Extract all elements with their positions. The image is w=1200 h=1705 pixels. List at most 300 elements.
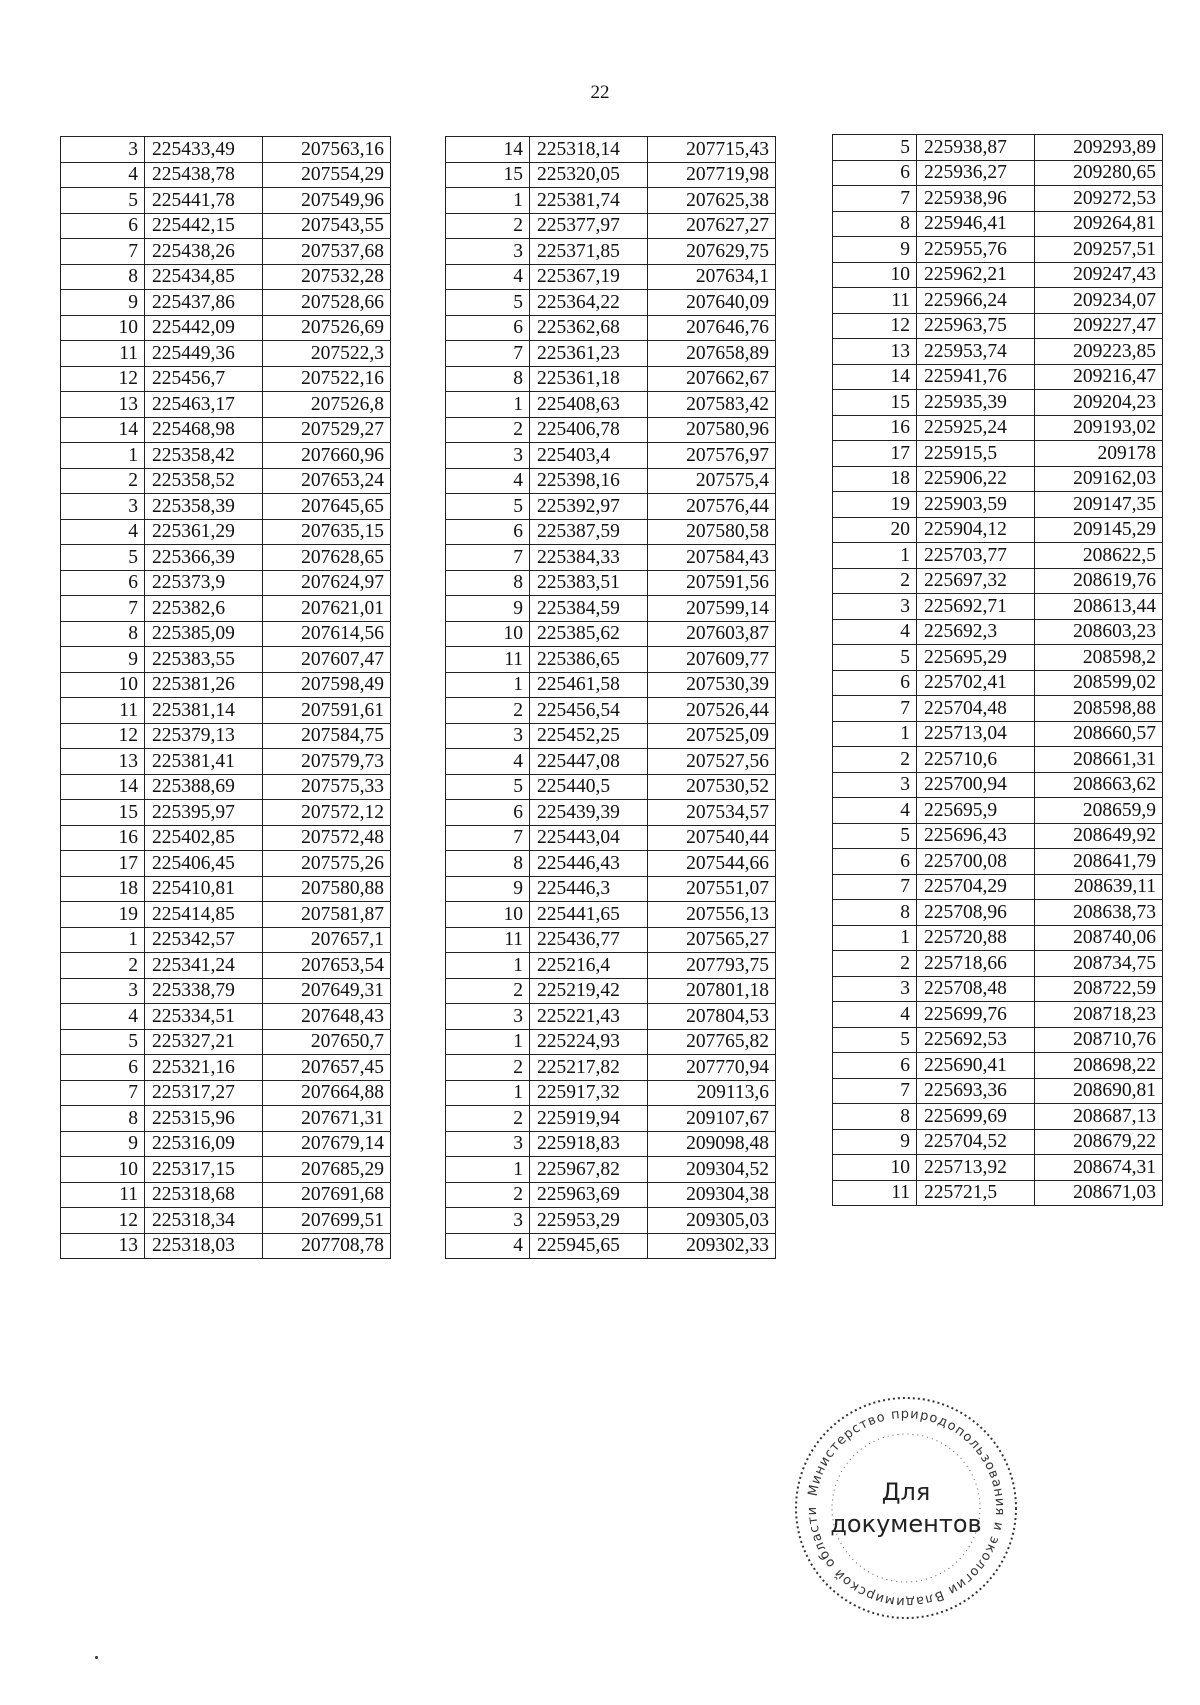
y-coordinate-cell: 207580,88 — [263, 876, 391, 902]
y-coordinate-cell: 208690,81 — [1035, 1078, 1163, 1104]
x-coordinate-cell: 225377,97 — [530, 213, 648, 239]
table-row — [833, 313, 1163, 339]
point-number-cell: 17 — [833, 441, 917, 467]
point-number-cell: 1 — [446, 392, 530, 418]
y-coordinate-cell: 208718,23 — [1035, 1002, 1163, 1028]
point-number-cell: 2 — [446, 978, 530, 1004]
y-coordinate-cell: 209305,03 — [648, 1208, 776, 1234]
point-number-cell: 7 — [61, 1080, 145, 1106]
point-number-cell: 11 — [833, 288, 917, 314]
x-coordinate-cell: 225385,09 — [145, 621, 263, 647]
x-coordinate-cell: 225342,57 — [145, 927, 263, 953]
y-coordinate-cell: 207657,1 — [263, 927, 391, 953]
table-row — [446, 213, 776, 239]
table-row — [61, 1233, 391, 1259]
x-coordinate-cell: 225383,55 — [145, 647, 263, 673]
table-row — [446, 570, 776, 596]
x-coordinate-cell: 225358,39 — [145, 494, 263, 520]
table-row — [833, 645, 1163, 671]
y-coordinate-cell: 207580,96 — [648, 417, 776, 443]
point-number-cell: 6 — [833, 849, 917, 875]
table-row — [61, 1055, 391, 1081]
y-coordinate-cell: 207575,33 — [263, 774, 391, 800]
y-coordinate-cell: 207540,44 — [648, 825, 776, 851]
y-coordinate-cell: 209107,67 — [648, 1106, 776, 1132]
point-number-cell: 1 — [446, 672, 530, 698]
point-number-cell: 4 — [446, 468, 530, 494]
y-coordinate-cell: 208660,57 — [1035, 721, 1163, 747]
table-row — [61, 800, 391, 826]
table-row — [446, 519, 776, 545]
y-coordinate-cell: 207629,75 — [648, 239, 776, 265]
x-coordinate-cell: 225446,43 — [530, 851, 648, 877]
point-number-cell: 3 — [61, 137, 145, 163]
x-coordinate-cell: 225381,26 — [145, 672, 263, 698]
x-coordinate-cell: 225334,51 — [145, 1004, 263, 1030]
point-number-cell: 4 — [833, 798, 917, 824]
point-number-cell: 4 — [446, 264, 530, 290]
x-coordinate-cell: 225946,41 — [917, 211, 1035, 237]
table-row — [61, 672, 391, 698]
table-row — [61, 723, 391, 749]
table-row — [833, 670, 1163, 696]
point-number-cell: 2 — [446, 1182, 530, 1208]
x-coordinate-cell: 225436,77 — [530, 927, 648, 953]
y-coordinate-cell: 207530,52 — [648, 774, 776, 800]
point-number-cell: 6 — [833, 670, 917, 696]
y-coordinate-cell: 207576,44 — [648, 494, 776, 520]
table-row — [446, 315, 776, 341]
y-coordinate-cell: 207530,39 — [648, 672, 776, 698]
x-coordinate-cell: 225442,09 — [145, 315, 263, 341]
x-coordinate-cell: 225361,18 — [530, 366, 648, 392]
table-row — [446, 1080, 776, 1106]
x-coordinate-cell: 225452,25 — [530, 723, 648, 749]
point-number-cell: 6 — [446, 800, 530, 826]
table-row — [833, 1053, 1163, 1079]
y-coordinate-cell: 207551,07 — [648, 876, 776, 902]
table-row — [833, 1078, 1163, 1104]
y-coordinate-cell: 207549,96 — [263, 188, 391, 214]
point-number-cell: 7 — [833, 874, 917, 900]
point-number-cell: 16 — [833, 415, 917, 441]
table-row — [833, 262, 1163, 288]
y-coordinate-cell: 207534,57 — [648, 800, 776, 826]
point-number-cell: 5 — [446, 774, 530, 800]
y-coordinate-cell: 208639,11 — [1035, 874, 1163, 900]
table-row — [446, 264, 776, 290]
x-coordinate-cell: 225955,76 — [917, 237, 1035, 263]
y-coordinate-cell: 208734,75 — [1035, 951, 1163, 977]
point-number-cell: 1 — [446, 1080, 530, 1106]
table-row — [61, 1131, 391, 1157]
y-coordinate-cell: 207628,65 — [263, 545, 391, 571]
table-row — [833, 1002, 1163, 1028]
y-coordinate-cell: 208661,31 — [1035, 747, 1163, 773]
x-coordinate-cell: 225917,32 — [530, 1080, 648, 1106]
point-number-cell: 11 — [446, 647, 530, 673]
x-coordinate-cell: 225341,24 — [145, 953, 263, 979]
x-coordinate-cell: 225379,13 — [145, 723, 263, 749]
table-row — [61, 468, 391, 494]
table-row — [446, 1233, 776, 1259]
y-coordinate-cell: 207580,58 — [648, 519, 776, 545]
svg-text:Министерство природопользовани — [805, 1407, 1007, 1609]
table-row — [446, 902, 776, 928]
point-number-cell: 14 — [61, 417, 145, 443]
point-number-cell: 2 — [446, 1106, 530, 1132]
table-row — [446, 596, 776, 622]
table-row — [446, 1131, 776, 1157]
y-coordinate-cell: 209145,29 — [1035, 517, 1163, 543]
stamp-line-1: Для — [881, 1478, 931, 1506]
x-coordinate-cell: 225443,04 — [530, 825, 648, 851]
point-number-cell: 2 — [446, 213, 530, 239]
x-coordinate-cell: 225338,79 — [145, 978, 263, 1004]
point-number-cell: 3 — [833, 772, 917, 798]
y-coordinate-cell: 207575,26 — [263, 851, 391, 877]
table-row — [446, 1182, 776, 1208]
point-number-cell: 3 — [833, 594, 917, 620]
x-coordinate-cell: 225918,83 — [530, 1131, 648, 1157]
x-coordinate-cell: 225367,19 — [530, 264, 648, 290]
y-coordinate-cell: 207556,13 — [648, 902, 776, 928]
table-row — [446, 162, 776, 188]
point-number-cell: 7 — [833, 1078, 917, 1104]
table-row — [446, 545, 776, 571]
table-row — [446, 366, 776, 392]
x-coordinate-cell: 225321,16 — [145, 1055, 263, 1081]
table-row — [833, 1104, 1163, 1130]
x-coordinate-cell: 225327,21 — [145, 1029, 263, 1055]
point-number-cell: 5 — [61, 188, 145, 214]
point-number-cell: 12 — [833, 313, 917, 339]
point-number-cell: 5 — [833, 645, 917, 671]
x-coordinate-cell: 225386,65 — [530, 647, 648, 673]
point-number-cell: 6 — [833, 1053, 917, 1079]
table-row — [446, 953, 776, 979]
y-coordinate-cell: 207699,51 — [263, 1208, 391, 1234]
table-row — [833, 1155, 1163, 1181]
table-row — [833, 237, 1163, 263]
stamp-seal-icon — [790, 1392, 1022, 1624]
y-coordinate-cell: 207572,12 — [263, 800, 391, 826]
table-row — [61, 570, 391, 596]
x-coordinate-cell: 225915,5 — [917, 441, 1035, 467]
y-coordinate-cell: 209264,81 — [1035, 211, 1163, 237]
x-coordinate-cell: 225318,14 — [530, 137, 648, 163]
table-row — [446, 1208, 776, 1234]
x-coordinate-cell: 225406,78 — [530, 417, 648, 443]
point-number-cell: 2 — [61, 468, 145, 494]
table-row — [833, 543, 1163, 569]
table-row — [446, 621, 776, 647]
point-number-cell: 3 — [446, 1004, 530, 1030]
y-coordinate-cell: 209302,33 — [648, 1233, 776, 1259]
y-coordinate-cell: 207544,66 — [648, 851, 776, 877]
coordinates-table-1 — [60, 136, 391, 1259]
x-coordinate-cell: 225463,17 — [145, 392, 263, 418]
coordinates-table-2 — [445, 136, 776, 1259]
table-row — [61, 545, 391, 571]
y-coordinate-cell: 209234,07 — [1035, 288, 1163, 314]
y-coordinate-cell: 207528,66 — [263, 290, 391, 316]
x-coordinate-cell: 225410,81 — [145, 876, 263, 902]
y-coordinate-cell: 208603,23 — [1035, 619, 1163, 645]
x-coordinate-cell: 225906,22 — [917, 466, 1035, 492]
point-number-cell: 8 — [833, 1104, 917, 1130]
point-number-cell: 8 — [61, 621, 145, 647]
y-coordinate-cell: 207603,87 — [648, 621, 776, 647]
point-number-cell: 6 — [61, 570, 145, 596]
y-coordinate-cell: 207624,97 — [263, 570, 391, 596]
table-row — [446, 876, 776, 902]
table-row — [446, 749, 776, 775]
x-coordinate-cell: 225925,24 — [917, 415, 1035, 441]
x-coordinate-cell: 225700,94 — [917, 772, 1035, 798]
y-coordinate-cell: 209227,47 — [1035, 313, 1163, 339]
y-coordinate-cell: 207646,76 — [648, 315, 776, 341]
table-row — [833, 339, 1163, 365]
x-coordinate-cell: 225318,34 — [145, 1208, 263, 1234]
y-coordinate-cell: 208598,88 — [1035, 696, 1163, 722]
point-number-cell: 2 — [61, 953, 145, 979]
x-coordinate-cell: 225382,6 — [145, 596, 263, 622]
table-row — [61, 519, 391, 545]
y-coordinate-cell: 207565,27 — [648, 927, 776, 953]
y-coordinate-cell: 207599,14 — [648, 596, 776, 622]
point-number-cell: 7 — [446, 341, 530, 367]
x-coordinate-cell: 225438,26 — [145, 239, 263, 265]
table-row — [833, 288, 1163, 314]
point-number-cell: 4 — [61, 519, 145, 545]
y-coordinate-cell: 209247,43 — [1035, 262, 1163, 288]
point-number-cell: 18 — [61, 876, 145, 902]
y-coordinate-cell: 209272,53 — [1035, 186, 1163, 212]
stamp-line-2: документов — [830, 1510, 982, 1538]
x-coordinate-cell: 225316,09 — [145, 1131, 263, 1157]
x-coordinate-cell: 225398,16 — [530, 468, 648, 494]
x-coordinate-cell: 225720,88 — [917, 925, 1035, 951]
y-coordinate-cell: 208641,79 — [1035, 849, 1163, 875]
point-number-cell: 1 — [446, 1157, 530, 1183]
stamp-ring-text: Министерство природопользования и экологии Владимирской области — [804, 1406, 1008, 1610]
table-row — [446, 290, 776, 316]
x-coordinate-cell: 225718,66 — [917, 951, 1035, 977]
point-number-cell: 12 — [61, 723, 145, 749]
y-coordinate-cell: 207526,8 — [263, 392, 391, 418]
point-number-cell: 11 — [61, 698, 145, 724]
coordinates-table-3 — [832, 134, 1163, 1206]
x-coordinate-cell: 225388,69 — [145, 774, 263, 800]
y-coordinate-cell: 209193,02 — [1035, 415, 1163, 441]
x-coordinate-cell: 225967,82 — [530, 1157, 648, 1183]
table-row — [833, 441, 1163, 467]
x-coordinate-cell: 225710,6 — [917, 747, 1035, 773]
x-coordinate-cell: 225447,08 — [530, 749, 648, 775]
point-number-cell: 7 — [446, 545, 530, 571]
x-coordinate-cell: 225690,41 — [917, 1053, 1035, 1079]
table-row — [446, 239, 776, 265]
y-coordinate-cell: 207662,67 — [648, 366, 776, 392]
y-coordinate-cell: 209304,52 — [648, 1157, 776, 1183]
table-row — [446, 1106, 776, 1132]
point-number-cell: 6 — [61, 1055, 145, 1081]
y-coordinate-cell: 207625,38 — [648, 188, 776, 214]
x-coordinate-cell: 225433,49 — [145, 137, 263, 163]
table-row — [446, 698, 776, 724]
table-row — [833, 976, 1163, 1002]
y-coordinate-cell: 208638,73 — [1035, 900, 1163, 926]
x-coordinate-cell: 225439,39 — [530, 800, 648, 826]
x-coordinate-cell: 225461,58 — [530, 672, 648, 698]
table-row — [61, 698, 391, 724]
point-number-cell: 3 — [446, 443, 530, 469]
point-number-cell: 3 — [446, 1131, 530, 1157]
point-number-cell: 6 — [61, 213, 145, 239]
point-number-cell: 5 — [446, 290, 530, 316]
x-coordinate-cell: 225963,75 — [917, 313, 1035, 339]
point-number-cell: 3 — [446, 1208, 530, 1234]
point-number-cell: 1 — [61, 443, 145, 469]
table-row — [833, 186, 1163, 212]
table-row — [446, 647, 776, 673]
y-coordinate-cell: 209162,03 — [1035, 466, 1163, 492]
y-coordinate-cell: 208674,31 — [1035, 1155, 1163, 1181]
point-number-cell: 9 — [833, 1129, 917, 1155]
point-number-cell: 9 — [61, 1131, 145, 1157]
point-number-cell: 6 — [446, 315, 530, 341]
table-row — [446, 774, 776, 800]
x-coordinate-cell: 225219,42 — [530, 978, 648, 1004]
y-coordinate-cell: 207591,61 — [263, 698, 391, 724]
table-row — [61, 315, 391, 341]
x-coordinate-cell: 225721,5 — [917, 1180, 1035, 1206]
table-row — [61, 1182, 391, 1208]
table-row — [833, 874, 1163, 900]
x-coordinate-cell: 225381,14 — [145, 698, 263, 724]
y-coordinate-cell: 209178 — [1035, 441, 1163, 467]
y-coordinate-cell: 209304,38 — [648, 1182, 776, 1208]
y-coordinate-cell: 208619,76 — [1035, 568, 1163, 594]
y-coordinate-cell: 208679,22 — [1035, 1129, 1163, 1155]
y-coordinate-cell: 209204,23 — [1035, 390, 1163, 416]
table-row — [833, 517, 1163, 543]
page-number: 22 — [590, 82, 610, 103]
table-row — [446, 1157, 776, 1183]
y-coordinate-cell: 207640,09 — [648, 290, 776, 316]
y-coordinate-cell: 207572,48 — [263, 825, 391, 851]
point-number-cell: 3 — [446, 239, 530, 265]
point-number-cell: 18 — [833, 466, 917, 492]
point-number-cell: 12 — [61, 366, 145, 392]
point-number-cell: 8 — [446, 366, 530, 392]
y-coordinate-cell: 207526,44 — [648, 698, 776, 724]
table-row — [833, 594, 1163, 620]
point-number-cell: 9 — [61, 290, 145, 316]
x-coordinate-cell: 225358,42 — [145, 443, 263, 469]
point-number-cell: 7 — [61, 596, 145, 622]
y-coordinate-cell: 207649,31 — [263, 978, 391, 1004]
y-coordinate-cell: 207679,14 — [263, 1131, 391, 1157]
x-coordinate-cell: 225216,4 — [530, 953, 648, 979]
y-coordinate-cell: 208698,22 — [1035, 1053, 1163, 1079]
x-coordinate-cell: 225953,74 — [917, 339, 1035, 365]
table-row — [833, 900, 1163, 926]
point-number-cell: 8 — [446, 570, 530, 596]
point-number-cell: 1 — [446, 953, 530, 979]
x-coordinate-cell: 225699,76 — [917, 1002, 1035, 1028]
point-number-cell: 19 — [61, 902, 145, 928]
point-number-cell: 10 — [833, 262, 917, 288]
x-coordinate-cell: 225434,85 — [145, 264, 263, 290]
y-coordinate-cell: 208599,02 — [1035, 670, 1163, 696]
x-coordinate-cell: 225919,94 — [530, 1106, 648, 1132]
y-coordinate-cell: 207715,43 — [648, 137, 776, 163]
x-coordinate-cell: 225702,41 — [917, 670, 1035, 696]
point-number-cell: 10 — [61, 672, 145, 698]
point-number-cell: 8 — [446, 851, 530, 877]
x-coordinate-cell: 225371,85 — [530, 239, 648, 265]
x-coordinate-cell: 225373,9 — [145, 570, 263, 596]
x-coordinate-cell: 225381,41 — [145, 749, 263, 775]
table-row — [833, 466, 1163, 492]
y-coordinate-cell: 207554,29 — [263, 162, 391, 188]
x-coordinate-cell: 225468,98 — [145, 417, 263, 443]
point-number-cell: 4 — [61, 162, 145, 188]
y-coordinate-cell: 208622,5 — [1035, 543, 1163, 569]
x-coordinate-cell: 225441,78 — [145, 188, 263, 214]
y-coordinate-cell: 207614,56 — [263, 621, 391, 647]
table-row — [61, 1080, 391, 1106]
y-coordinate-cell: 207583,42 — [648, 392, 776, 418]
x-coordinate-cell: 225704,52 — [917, 1129, 1035, 1155]
y-coordinate-cell: 207575,4 — [648, 468, 776, 494]
x-coordinate-cell: 225384,33 — [530, 545, 648, 571]
x-coordinate-cell: 225697,32 — [917, 568, 1035, 594]
y-coordinate-cell: 207765,82 — [648, 1029, 776, 1055]
x-coordinate-cell: 225708,96 — [917, 900, 1035, 926]
point-number-cell: 14 — [833, 364, 917, 390]
y-coordinate-cell: 207770,94 — [648, 1055, 776, 1081]
x-coordinate-cell: 225317,27 — [145, 1080, 263, 1106]
point-number-cell: 4 — [446, 1233, 530, 1259]
point-number-cell: 2 — [833, 747, 917, 773]
x-coordinate-cell: 225221,43 — [530, 1004, 648, 1030]
point-number-cell: 20 — [833, 517, 917, 543]
table-row — [61, 647, 391, 673]
x-coordinate-cell: 225692,71 — [917, 594, 1035, 620]
y-coordinate-cell: 208687,13 — [1035, 1104, 1163, 1130]
table-row — [446, 468, 776, 494]
table-row — [61, 162, 391, 188]
table-row — [833, 390, 1163, 416]
point-number-cell: 17 — [61, 851, 145, 877]
x-coordinate-cell: 225441,65 — [530, 902, 648, 928]
y-coordinate-cell: 207691,68 — [263, 1182, 391, 1208]
x-coordinate-cell: 225966,24 — [917, 288, 1035, 314]
table-row — [833, 492, 1163, 518]
x-coordinate-cell: 225936,27 — [917, 160, 1035, 186]
x-coordinate-cell: 225692,3 — [917, 619, 1035, 645]
y-coordinate-cell: 207579,73 — [263, 749, 391, 775]
table-row — [61, 392, 391, 418]
point-number-cell: 13 — [61, 749, 145, 775]
table-row — [833, 415, 1163, 441]
y-coordinate-cell: 207621,01 — [263, 596, 391, 622]
point-number-cell: 5 — [833, 1027, 917, 1053]
y-coordinate-cell: 208649,92 — [1035, 823, 1163, 849]
